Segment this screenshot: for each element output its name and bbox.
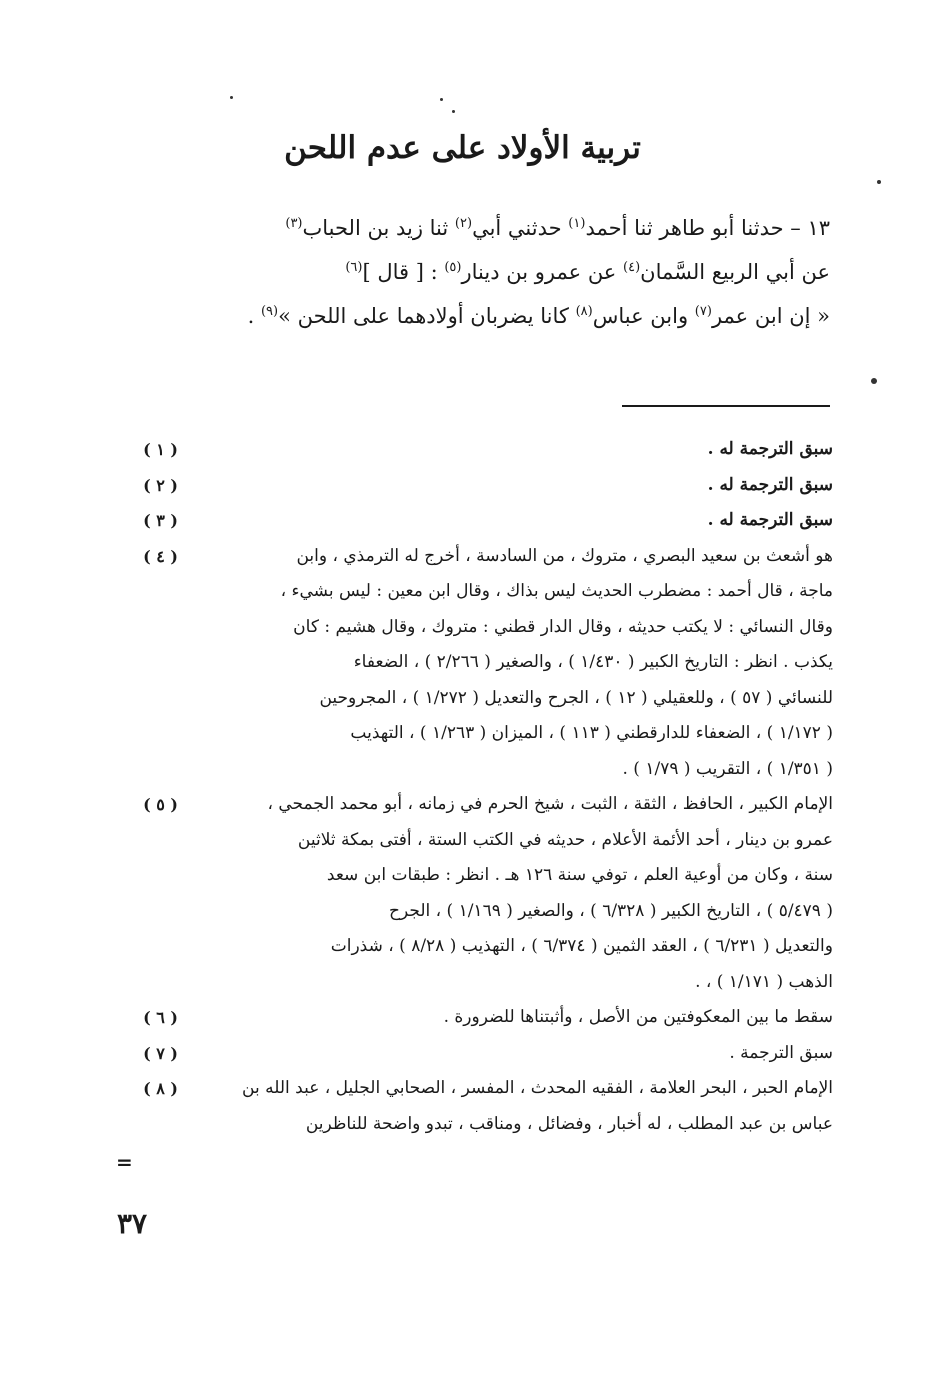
footnote-number: ( ٦ )	[143, 1008, 178, 1027]
continuation-mark: =	[116, 1150, 133, 1174]
main-text-span: عن عمرو بن دينار	[461, 260, 624, 284]
footnote-number: ( ٣ )	[143, 511, 178, 530]
footnote-4	[133, 539, 833, 788]
page-title: تربية الأولاد على عدم اللحن	[284, 130, 641, 166]
main-line	[125, 250, 830, 294]
footnote-line: سبق الترجمة له .	[707, 474, 833, 495]
footnote-line: والتعديل ( ٦/٢٣١ ) ، العقد الثمين ( ٦/٣٧٤ ) ، التهذيب ( ٨/٢٨ ) ، شذرات	[330, 936, 833, 956]
main-text-span: : [ قال ]	[362, 260, 445, 284]
footnote-line: الإمام الكبير ، الحافظ ، الثقة ، الثبت ، شيخ الحرم في زمانه ، أبو محمد الجمحي ،	[267, 794, 833, 814]
footnote-number: ( ٤ )	[143, 546, 178, 566]
footnote-ref[interactable]: (٧)	[694, 304, 712, 319]
main-text-span: كانا يضربان أولادهما على اللحن »	[278, 304, 576, 328]
main-line	[125, 294, 830, 338]
main-text-span: وابن عباس	[592, 304, 695, 328]
footnote-2	[133, 468, 833, 504]
footnote-number: ( ١ )	[143, 440, 178, 459]
footnote-line: سنة ، وكان من أوعية العلم ، توفي سنة ١٢٦ هـ . انظر : طبقات ابن سعد	[326, 865, 833, 885]
footnote-6	[133, 1000, 833, 1036]
main-text-span: « إن ابن عمر	[711, 304, 830, 328]
footnote-line: سبق الترجمة .	[729, 1042, 833, 1063]
speck-mark	[452, 110, 455, 113]
footnote-line: وقال النسائي : لا يكتب حديثه ، وقال الدار قطني : متروك ، وقال هشيم : كان	[293, 616, 833, 637]
main-line	[125, 206, 830, 250]
footnote-line: للنسائي ( ٥٧ ) ، وللعقيلي ( ١٢ ) ، الجرح والتعديل ( ١/٢٧٢ ) ، المجروحين	[319, 687, 833, 708]
footnote-line: ماجة ، قال أحمد : مضطرب الحديث ليس بذاك ، وقال ابن معين : ليس بشيء ،	[280, 581, 833, 601]
footnote-number: ( ٥ )	[143, 795, 178, 814]
footnote-line: هو أشعث بن سعيد البصري ، متروك ، من السادسة ، أخرج له الترمذي ، وابن	[296, 545, 833, 566]
footnote-ref[interactable]: (٩)	[260, 304, 279, 319]
main-text	[125, 206, 830, 338]
footnote-line: عباس بن عبد المطلب ، له أخبار ، وفضائل ، ومناقب ، تبدو واضحة للناظرين	[305, 1113, 833, 1134]
footnote-1	[133, 432, 833, 468]
footnote-ref[interactable]: (١)	[568, 216, 586, 231]
footnote-line: ( ١/١٧٢ ) ، الضعفاء للدارقطني ( ١١٣ ) ، الميزان ( ١/٢٦٣ ) ، التهذيب	[350, 723, 833, 743]
speck-mark	[230, 96, 233, 99]
footnote-line: سبق الترجمة له .	[707, 439, 833, 459]
footnote-line: يكذب . انظر : التاريخ الكبير ( ١/٤٣٠ ) ، والصغير ( ٢/٢٦٦ ) ، الضعفاء	[353, 652, 833, 672]
footnotes	[133, 432, 833, 1142]
footnote-ref[interactable]: (٢)	[454, 216, 473, 231]
footnote-separator	[622, 405, 830, 407]
footnote-ref[interactable]: (٣)	[285, 216, 303, 231]
main-text-span: .	[247, 304, 261, 328]
footnote-line: عمرو بن دينار ، أحد الأئمة الأعلام ، حديثه في الكتب الستة ، أفتى بمكة ثلاثين	[297, 829, 833, 850]
footnote-line: سقط ما بين المعكوفتين من الأصل ، وأثبتناها للضرورة .	[443, 1007, 833, 1027]
main-text-span: ١٣ – حدثنا أبو طاهر ثنا أحمد	[585, 216, 830, 240]
footnote-line: ( ١/٣٥١ ) ، التقريب ( ١/٧٩ ) .	[622, 758, 833, 779]
speck-mark	[871, 378, 877, 384]
footnote-7	[133, 1036, 833, 1072]
main-text-span: ثنا زيد بن الحباب	[302, 216, 455, 240]
speck-mark	[877, 180, 881, 184]
footnote-line: ( ٥/٤٧٩ ) ، التاريخ الكبير ( ٦/٣٢٨ ) ، والصغير ( ١/١٦٩ ) ، الجرح	[389, 900, 833, 921]
footnote-3	[133, 503, 833, 539]
footnote-line: سبق الترجمة له .	[707, 510, 833, 530]
footnote-ref[interactable]: (٥)	[444, 260, 462, 275]
footnote-5	[133, 787, 833, 1000]
footnote-number: ( ٨ )	[143, 1079, 178, 1098]
footnote-ref[interactable]: (٦)	[345, 260, 363, 275]
main-text-span: عن أبي الربيع السَّمان	[640, 260, 830, 284]
main-text-span: حدثني أبي	[472, 216, 569, 240]
footnote-line: الإمام الحبر ، البحر العلامة ، الفقيه المحدث ، المفسر ، الصحابي الجليل ، عبد الله بن	[242, 1078, 833, 1098]
footnote-ref[interactable]: (٨)	[575, 304, 593, 319]
footnote-number: ( ٧ )	[143, 1043, 178, 1063]
footnote-line: الذهب ( ١/١٧١ ) ، .	[695, 971, 833, 992]
footnote-number: ( ٢ )	[143, 475, 178, 495]
speck-mark	[440, 98, 443, 101]
footnote-8	[133, 1071, 833, 1142]
page-number: ٣٧	[117, 1207, 148, 1240]
footnote-ref[interactable]: (٤)	[623, 260, 641, 275]
